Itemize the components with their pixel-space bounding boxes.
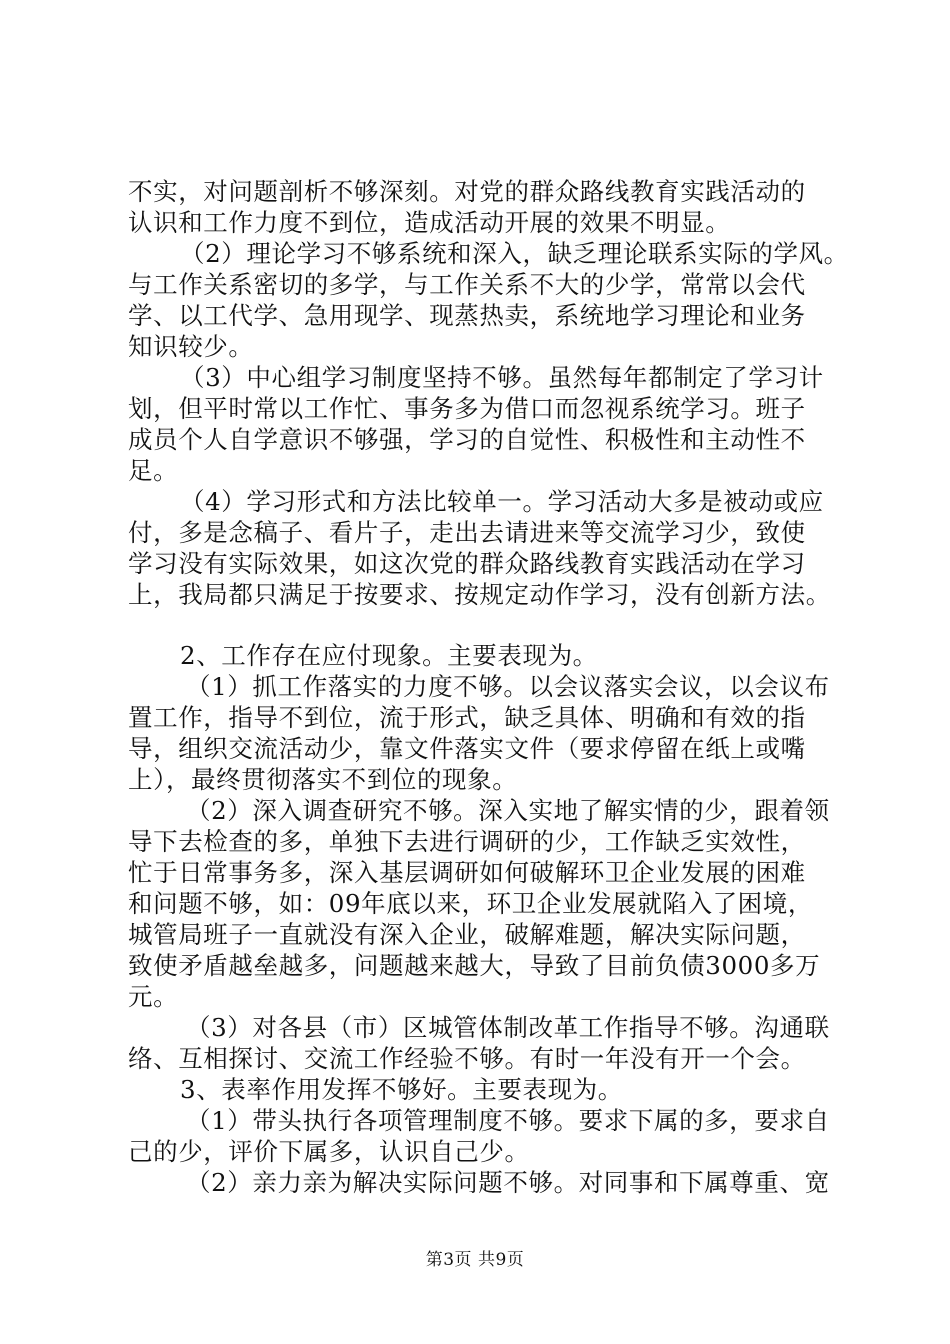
body-line: 认识和工作力度不到位，造成活动开展的效果不明显。 — [128, 208, 731, 237]
paragraph-start: （4）学习形式和方法比较单一。学习活动大多是被动或应 — [180, 487, 824, 516]
body-line: 导下去检查的多，单独下去进行调研的少，工作缺乏实效性， — [128, 827, 806, 856]
body-line: 络、互相探讨、交流工作经验不够。有时一年没有开一个会。 — [128, 1044, 806, 1073]
paragraph-start: （2）理论学习不够系统和深入，缺乏理论联系实际的学风。 — [180, 239, 849, 268]
section-gap — [128, 610, 828, 640]
body-line: 己的少，评价下属多，认识自己少。 — [128, 1137, 530, 1166]
body-line: 学、以工代学、急用现学、现蒸热卖，系统地学习理论和业务 — [128, 301, 806, 330]
body-line: 和问题不够，如：09年底以来，环卫企业发展就陷入了困境， — [128, 889, 813, 918]
body-line: 知识较少。 — [128, 332, 254, 361]
body-line: 城管局班子一直就没有深入企业，破解难题，解决实际问题， — [128, 920, 806, 949]
page-footer: 第3页 共9页 — [425, 1250, 525, 1270]
body-line: 元。 — [128, 982, 179, 1011]
section-heading: 3、表率作用发挥不够好。主要表现为。 — [180, 1075, 623, 1104]
paragraph-start: （1）抓工作落实的力度不够。以会议落实会议，以会议布 — [186, 672, 830, 701]
body-line: 导，组织交流活动少，靠文件落实文件（要求停留在纸上或嘴 — [128, 734, 806, 763]
body-line: 致使矛盾越垒越多，问题越来越大，导致了目前负债3000多万 — [128, 951, 821, 980]
paragraph-start: （2）深入调查研究不够。深入实地了解实情的少，跟着领 — [186, 796, 830, 825]
body-line: 学习没有实际效果，如这次党的群众路线教育实践活动在学习 — [128, 549, 806, 578]
body-line: 置工作，指导不到位，流于形式，缺乏具体、明确和有效的指 — [128, 703, 806, 732]
paragraph-start: （3）对各县（市）区城管体制改革工作指导不够。沟通联 — [186, 1013, 830, 1042]
body-line: 忙于日常事务多，深入基层调研如何破解环卫企业发展的困难 — [128, 858, 806, 887]
paragraph-start: （3）中心组学习制度坚持不够。虽然每年都制定了学习计 — [180, 363, 824, 392]
document-body — [128, 176, 849, 1198]
body-line: 足。 — [128, 456, 179, 485]
body-line: 上，我局都只满足于按要求、按规定动作学习，没有创新方法。 — [128, 580, 831, 609]
body-line: 成员个人自学意识不够强，学习的自觉性、积极性和主动性不 — [128, 425, 806, 454]
paragraph-start: （2）亲力亲为解决实际问题不够。对同事和下属尊重、宽 — [186, 1168, 830, 1197]
body-line: 付，多是念稿子、看片子，走出去请进来等交流学习少，致使 — [128, 518, 806, 547]
body-line: 上），最终贯彻落实不到位的现象。 — [128, 765, 518, 794]
body-line: 不实，对问题剖析不够深刻。对党的群众路线教育实践活动的 — [128, 177, 806, 206]
section-heading: 2、工作存在应付现象。主要表现为。 — [180, 641, 598, 670]
paragraph-start: （1）带头执行各项管理制度不够。要求下属的多，要求自 — [186, 1106, 830, 1135]
body-line: 划，但平时常以工作忙、事务多为借口而忽视系统学习。班子 — [128, 394, 806, 423]
body-line: 与工作关系密切的多学，与工作关系不大的少学，常常以会代 — [128, 270, 806, 299]
